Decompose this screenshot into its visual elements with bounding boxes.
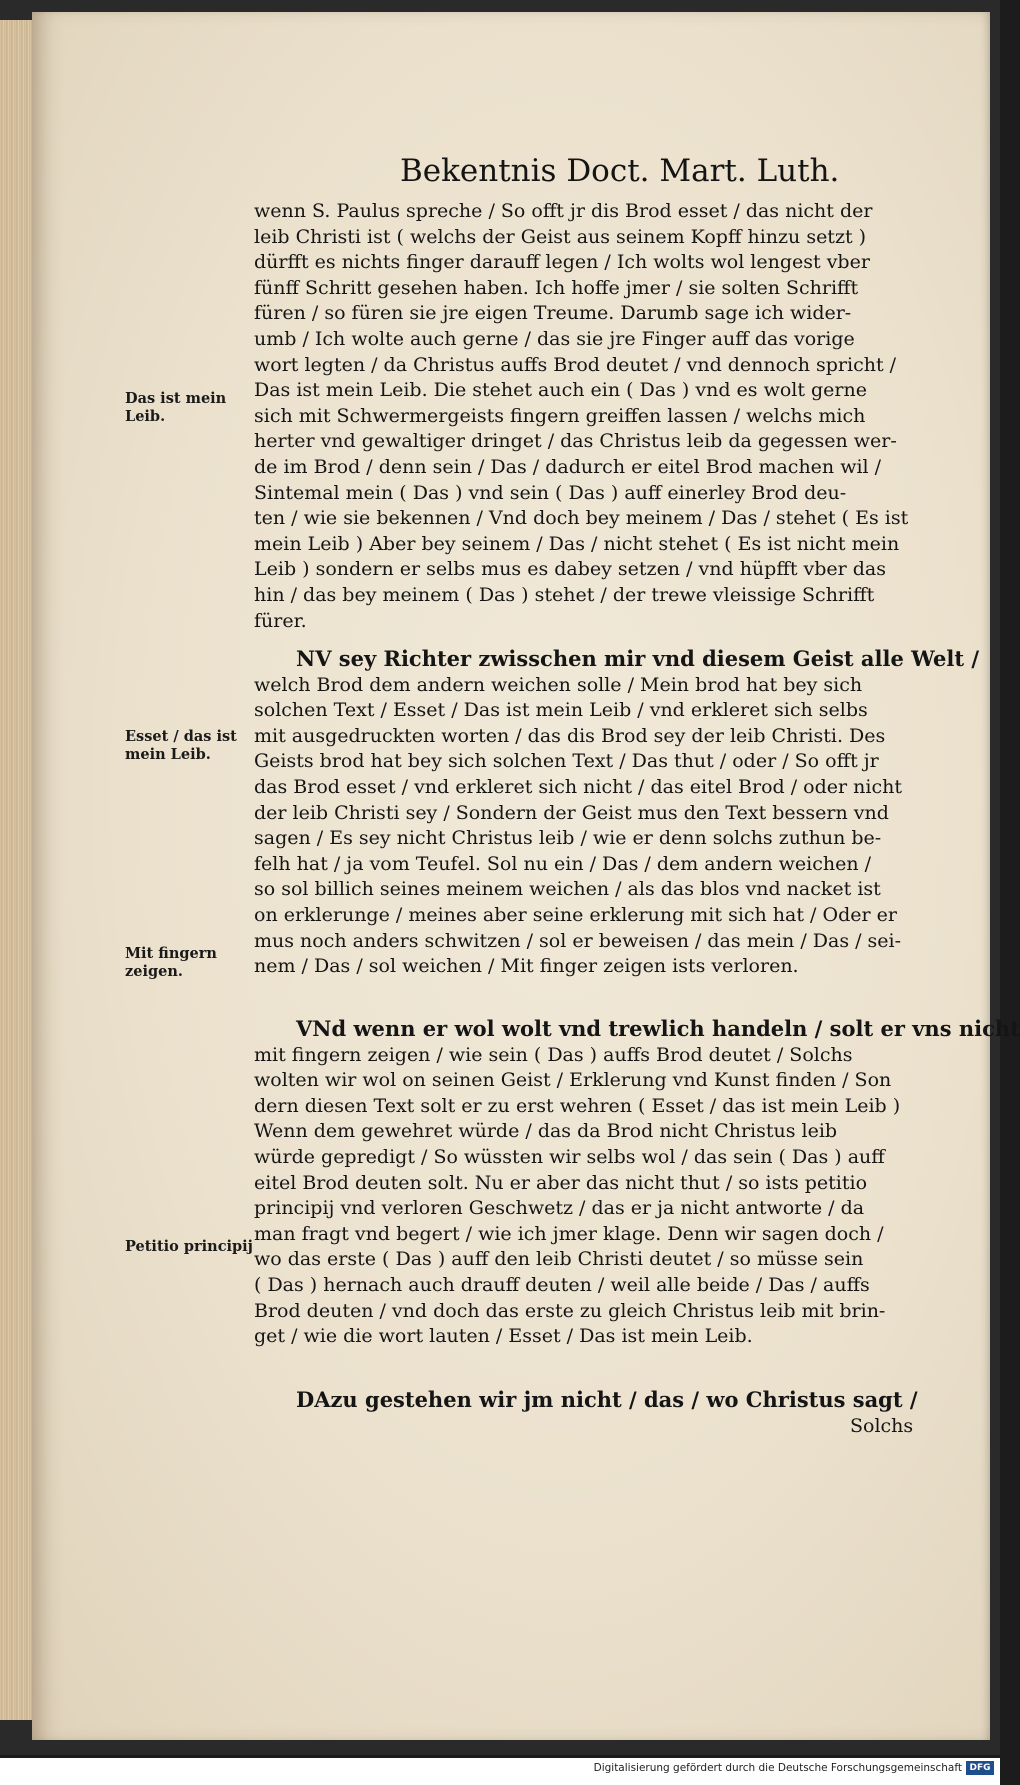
text-line: nem / Das / sol weichen / Mit finger zeigen ists verloren. [254,955,799,978]
text-line: sagen / Es sey nicht Christus leib / wie er denn solchs zuthun be- [254,827,882,850]
text-line: umb / Ich wolte auch gerne / das sie jre Finger auff das vorige [254,328,855,350]
text-line: on erklerunge / meines aber seine erklerung mit sich hat / Oder er [254,904,897,926]
text-line: de im Brod / denn sein / Das / dadurch er eitel Brod machen wil / [254,456,882,478]
text-line: füren / so füren sie jre eigen Treume. Darumb sage ich wider- [254,302,852,325]
book-fore-edge [0,20,35,1720]
running-title: Bekentnis Doct. Mart. Luth. [400,153,840,189]
text-line: hin / das bey meinem ( Das ) stehet / der trewe vleissige Schrifft [254,584,875,606]
margin-note: Das ist mein Leib. [125,390,227,425]
dfg-logo: DFG [966,1761,994,1775]
text-line: wenn S. Paulus spreche / So offt jr dis Brod esset / das nicht der [254,200,873,222]
text-line: Sintemal mein ( Das ) vnd sein ( Das ) auff einerley Brod deu- [254,481,847,504]
text-line: fürer. [254,609,307,632]
text-line: sich mit Schwermergeists fingern greiffen lassen / welchs mich [254,404,866,427]
text-line: solchen Text / Esset / Das ist mein Leib / vnd erkleret sich selbs [254,699,868,722]
margin-note: Petitio principij [125,1238,253,1255]
text-line: felh hat / ja vom Teufel. Sol nu ein / Das / dem andern weichen / [254,852,871,875]
text-line: Das ist mein Leib. Die stehet auch ein ( Das ) vnd es wolt gerne [254,379,867,402]
text-line: dern diesen Text solt er zu erst wehren ( Esset / das ist mein Leib ) [254,1094,901,1117]
text-line: wolten wir wol on seinen Geist / Erklerung vnd Kunst finden / Son [254,1069,892,1092]
margin-note: Mit fingern zeigen. [125,945,217,980]
text-line: so sol billich seines meinem weichen / als das blos vnd nacket ist [254,878,881,901]
text-line: VNd wenn er wol wolt vnd trewlich handeln / solt er vns nicht [296,1016,1020,1041]
text-line: der leib Christi sey / Sondern der Geist mus den Text bessern vnd [254,801,889,824]
text-line: eitel Brod deuten solt. Nu er aber das nicht thut / so ists petitio [254,1171,868,1194]
text-line: mit fingern zeigen / wie sein ( Das ) auffs Brod deutet / Solchs [254,1043,853,1066]
text-line: principij vnd verloren Geschwetz / das er ja nicht antworte / da [254,1197,865,1220]
text-line: das Brod esset / vnd erkleret sich nicht / das eitel Brod / oder nicht [254,776,902,798]
footer-credit: Digitalisierung gefördert durch die Deutsche Forschungsgemeinschaft [593,1762,962,1774]
text-line: Geists brod hat bey sich solchen Text / Das thut / oder / So offt jr [254,750,879,773]
text-line: get / wie die wort lauten / Esset / Das ist mein Leib. [254,1325,753,1348]
text-line: ( Das ) hernach auch drauff deuten / weil alle beide / Das / auffs [254,1274,870,1296]
text-line: ten / wie sie bekennen / Vnd doch bey meinem / Das / stehet ( Es ist [254,507,909,530]
text-line: Leib ) sondern er selbs mus es dabey setzen / vnd hüpfft vber das [254,558,887,581]
text-line: NV sey Richter zwisschen mir vnd diesem Geist alle Welt / [296,646,980,671]
text-line: Brod deuten / vnd doch das erste zu gleich Christus leib mit brin- [254,1299,886,1322]
text-line: fünff Schritt gesehen haben. Ich hoffe jmer / sie solten Schrifft [254,276,859,299]
text-line: würde gepredigt / So wüssten wir selbs wol / das sein ( Das ) auff [254,1146,885,1168]
text-line: herter vnd gewaltiger dringet / das Christus leib da gegessen wer- [254,430,897,453]
text-line: welch Brod dem andern weichen solle / Mein brod hat bey sich [254,673,863,696]
text-line: leib Christi ist ( welchs der Geist aus seinem Kopff hinzu setzt ) [254,225,867,248]
text-line: Wenn dem gewehret würde / das da Brod nicht Christus leib [254,1120,838,1143]
catchword: Solchs [850,1415,914,1437]
text-line: man fragt vnd begert / wie ich jmer klage. Denn wir sagen doch / [254,1222,884,1245]
text-line: mus noch anders schwitzen / sol er beweisen / das mein / Das / sei- [254,929,902,952]
text-line: dürfft es nichts finger darauff legen / Ich wolts wol lengest vber [254,251,870,274]
text-line: wo das erste ( Das ) auff den leib Christi deutet / so müsse sein [254,1248,864,1271]
text-line: mit ausgedruckten worten / das dis Brod sey der leib Christi. Des [254,724,886,747]
margin-note: Esset / das ist mein Leib. [125,728,237,763]
text-line: mein Leib ) Aber bey seinem / Das / nicht stehet ( Es ist nicht mein [254,532,900,555]
text-line: DAzu gestehen wir jm nicht / das / wo Christus sagt / [296,1387,918,1412]
text-line: wort legten / da Christus auffs Brod deutet / vnd dennoch spricht / [254,353,897,376]
footer-bar [0,1758,1000,1785]
